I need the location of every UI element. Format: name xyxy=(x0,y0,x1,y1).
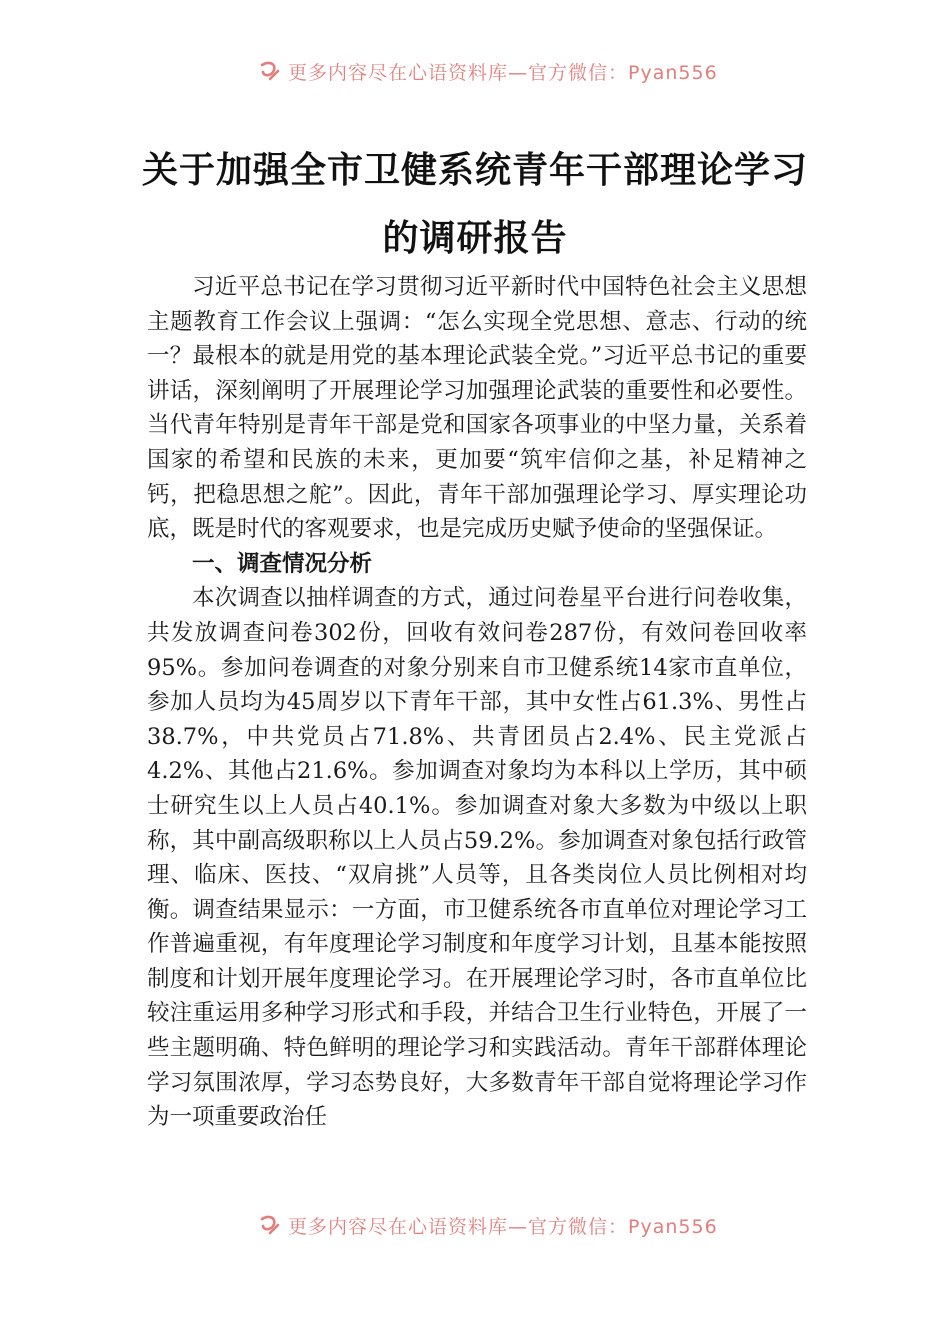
document-body xyxy=(147,270,807,1135)
watermark-header xyxy=(258,56,718,86)
section-paragraph: 本次调查以抽样调查的方式，通过问卷星平台进行问卷收集，共发放调查问卷302份，回收有效问卷287份，有效问卷回收率95%。参加问卷调查的对象分别来自市卫健系统14家市直单位，参加人员均为45周岁以下青年干部，其中女性占61.3%、男性占38.7%，中共党员占71.8%、共青团员占2.4%、民主党派占4.2%、其他占21.6%。参加调查对象均为本科以上学历，其中硕士研究生以上人员占40.1%。参加调查对象大多数为中级以上职称，其中副高级职称以上人员占59.2%。参加调查对象包括行政管理、临床、医技、“双肩挑”人员等，且各类岗位人员比例相对均衡。调查结果显示：一方面，市卫健系统各市直单位对理论学习工作普遍重视，有年度理论学习制度和年度学习计划，且基本能按照制度和计划开展年度理论学习。在开展理论学习时，各市直单位比较注重运用多种学习形式和手段，并结合卫生行业特色，开展了一些主题明确、特色鲜明的理论学习和实践活动。青年干部群体理论学习氛围浓厚，学习态势良好，大多数青年干部自觉将理论学习作为一项重要政治任 xyxy=(147,585,807,1131)
watermark-logo-icon xyxy=(258,59,282,83)
watermark-logo-icon xyxy=(258,1213,282,1237)
watermark-footer xyxy=(258,1210,718,1240)
section-heading: 一、调查情况分析 xyxy=(192,550,373,577)
intro-paragraph: 习近平总书记在学习贯彻习近平新时代中国特色社会主义思想主题教育工作会议上强调：“怎么实现全党思想、意志、行动的统一？最根本的就是用党的基本理论武装全党。”习近平总书记的重要讲话，深刻阐明了开展理论学习加强理论武装的重要性和必要性。当代青年特别是青年干部是党和国家各项事业的中坚力量，关系着国家的希望和民族的未来，更加要“筑牢信仰之基，补足精神之钙，把稳思想之舵”。因此，青年干部加强理论学习、厚实理论功底，既是时代的客观要求，也是完成历史赋予使命的坚强保证。 xyxy=(147,274,807,543)
document-title-line-1: 关于加强全市卫健系统青年干部理论学习 xyxy=(141,149,808,191)
document-title-line-2: 的调研报告 xyxy=(382,217,568,259)
watermark-text: 更多内容尽在心语资料库—官方微信：Pyan556 xyxy=(288,61,718,84)
watermark-text: 更多内容尽在心语资料库—官方微信：Pyan556 xyxy=(288,1215,718,1238)
